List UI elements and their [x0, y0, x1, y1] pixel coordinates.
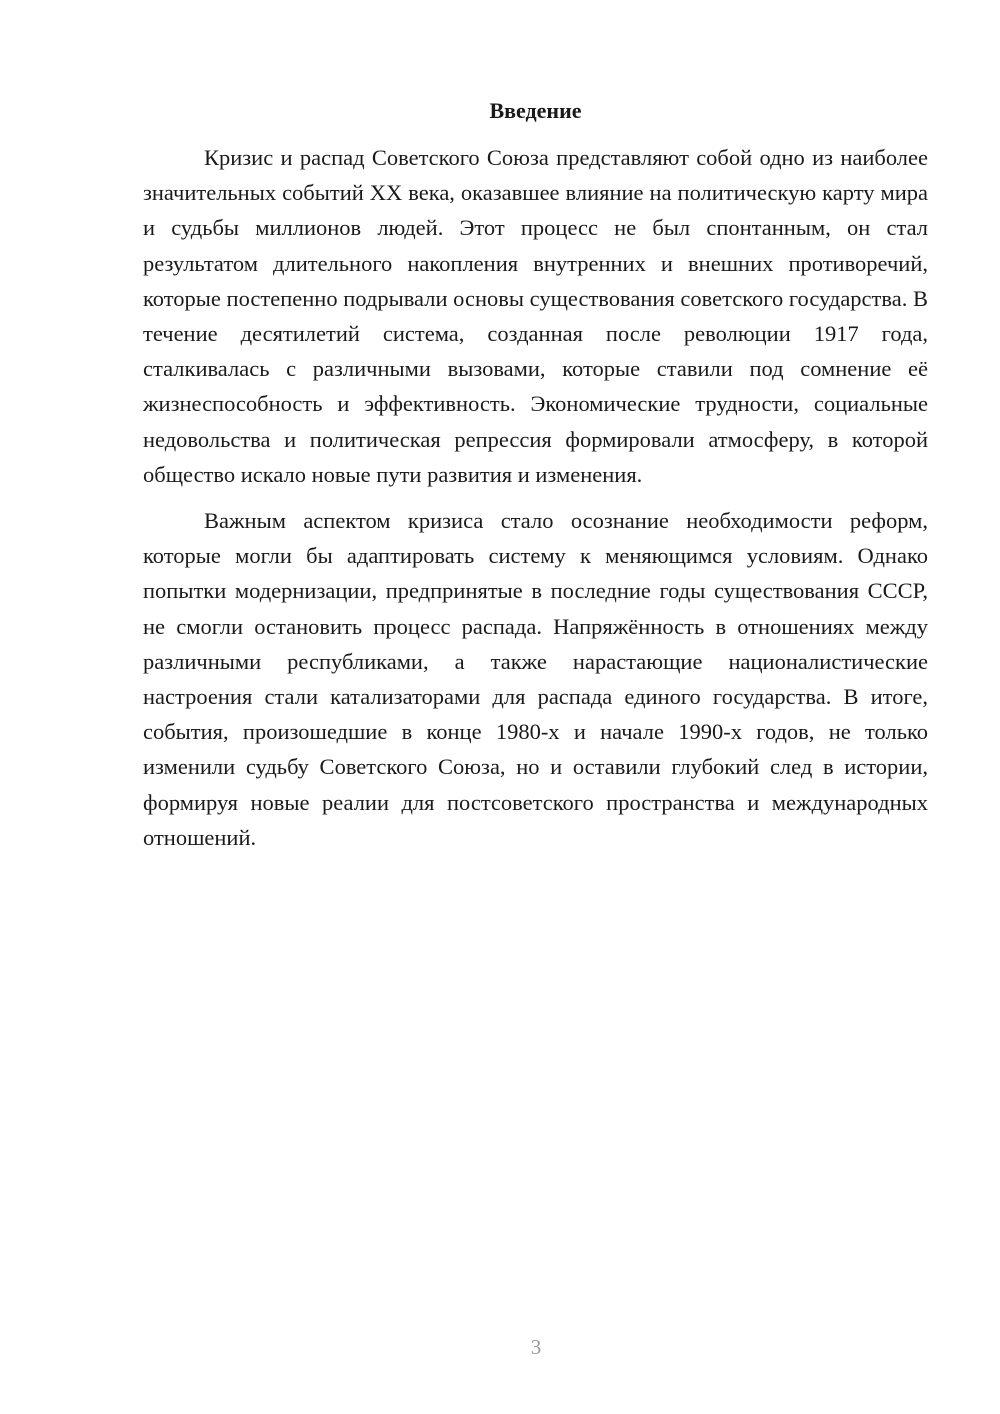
paragraph-1: Кризис и распад Советского Союза представляют собой одно из наиболее значительных событий XX века, оказавшее влияние на политическую карту мира и судьбы миллионов людей. Этот процесс не был спонтанным, он стал результатом длительного накопления внутренних и внешних противоречий, которые постепенно подрывали основы существования советского государства. В течение десятилетий система, созданная после революции 1917 года, сталкивалась с различными вызовами, которые ставили под сомнение её жизнеспособность и эффективность. Экономические трудности, социальные недовольства и политическая репрессия формировали атмосферу, в которой общество искало новые пути развития и изменения. [143, 145, 928, 487]
body-text [143, 140, 928, 855]
page-title: Введение [489, 98, 582, 123]
page-number: 3 [530, 1335, 542, 1359]
paragraph-2: Важным аспектом кризиса стало осознание необходимости реформ, которые могли бы адаптировать систему к меняющимся условиям. Однако попытки модернизации, предпринятые в последние годы существования СССР, не смогли остановить процесс распада. Напряжённость в отношениях между различными республиками, а также нарастающие националистические настроения стали катализаторами для распада единого государства. В итоге, события, произошедшие в конце 1980-х и начале 1990-х годов, не только изменили судьбу Советского Союза, но и оставили глубокий след в истории, формируя новые реалии для постсоветского пространства и международных отношений. [143, 508, 928, 850]
